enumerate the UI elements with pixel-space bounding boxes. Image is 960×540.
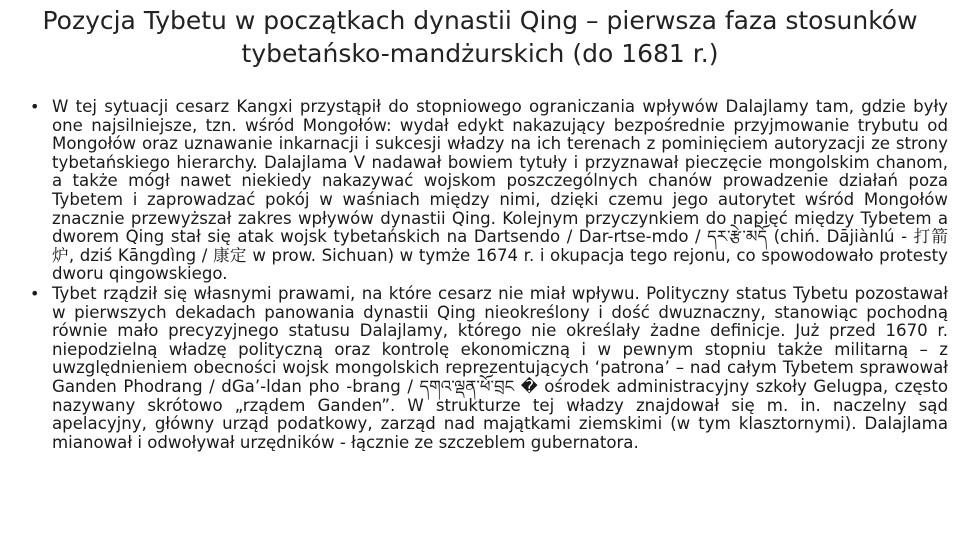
slide-title-line-2: tybetańsko-mandżurskich (do 1681 r.) <box>241 39 719 68</box>
slide-title <box>20 4 940 70</box>
bullet-text: Tybet rządził się własnymi prawami, na które cesarz nie miał wpływu. Polityczny status Tybetu pozostawał w pierwszych dekadach panowania dynastii Qing nieokreślony i dość dwuznaczny, stanowiąc pochodną równie mało precyzyjnego statusu Dalajlamy, którego nie określały żadne definicje. Już przed 1670 r. niepodzielną władzę polityczną oraz kontrolę ekonomiczną i w pewnym stopniu także militarną – z uwzględnieniem obecności wojsk mongolskich reprezentujących ‘patrona’ – nad całym Tybetem sprawował Ganden Phodrang / dGa’-ldan pho -brang / དགའ་ལྡན་ཕོ་བྲང � ośrodek administracyjny szkoły Gelugpa, często nazywany skrótowo „rządem Ganden”. W strukturze tej władzy znajdował się m. in. naczelny sąd apelacyjny, główny urząd podatkowy, zarząd nad majątkami ziemskimi (w tym klasztornymi). Dalajlama mianował i odwoływał urzędników - łącznie ze szczeblem gubernatora. <box>52 283 948 452</box>
bullet-item-tibet-status <box>30 285 948 452</box>
bullet-dot-icon: • <box>30 283 40 303</box>
bullet-item-kangxi-policy <box>30 98 948 284</box>
bullet-list <box>30 98 948 452</box>
slide-title-line-1: Pozycja Tybetu w początkach dynastii Qing – pierwsza faza stosunków <box>42 6 918 35</box>
bullet-text: W tej sytuacji cesarz Kangxi przystąpił do stopniowego ograniczania wpływów Dalajlamy tam, gdzie były one najsilniejsze, tzn. wśród Mongołów: wydał edykt nakazujący bezpośrednie przyjmowanie trybutu od Mongołów oraz uznawanie inkarnacji i sukcesji władzy na ich terenach z pominięciem autoryzacji ze strony tybetańskiego hierarchy. Dalajlama V nadawał bowiem tytuły i przyznawał pieczęcie mongolskim chanom, a także mógł nawet niekiedy nakazywać wojskom poszczególnych chanów prowadzenie działań poza Tybetem i zaprowadzać pokój w waśniach między nimi, dzięki czemu jego autorytet wśród Mongołów znacznie przewyższał zakres wpływów dynastii Qing. Kolejnym przyczynkiem do napięć między Tybetem a dworem Qing stał się atak wojsk tybetańskich na Dartsendo / Dar-rtse-mdo / དར་རྩེ་མདོ (chiń. Dājiànlú - 打箭炉, dziś Kāngdìng / 康定 w prow. Sichuan) w tymże 1674 r. i okupacja tego rejonu, co spowodowało protesty dworu qingowskiego. <box>52 97 948 284</box>
bullet-dot-icon: • <box>30 97 40 116</box>
